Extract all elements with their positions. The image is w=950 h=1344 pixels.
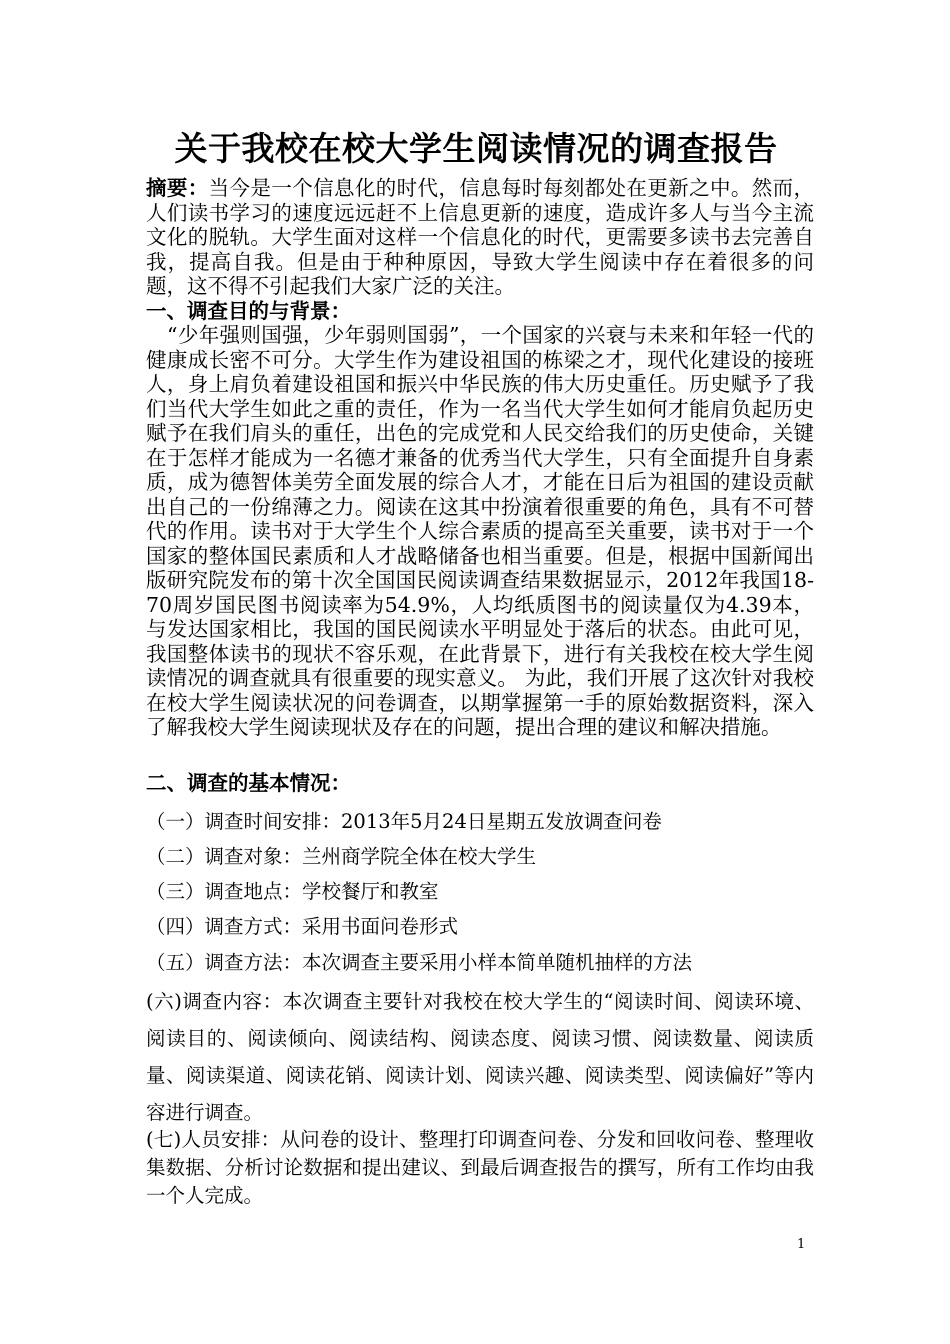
survey-item-time: （一）调查时间安排：2013年5月24日星期五发放调查问卷 — [146, 810, 662, 833]
abstract-paragraph — [146, 176, 814, 299]
section1-body: “少年强则国强，少年弱则国弱”，一个国家的兴衰与未来和年轻一代的健康成长密不可分。大学生作为建设祖国的栋梁之才，现代化建设的接班人，身上肩负着建设祖国和振兴中华民族的伟大历史重任。历史赋予了我们当代大学生如此之重的责任，作为一名当代大学生如何才能肩负起历史赋予在我们肩头的重任，出色的完成党和人民交给我们的历史使命，关键在于怎样才能成为一名德才兼备的优秀当代大学生，只有全面提升自身素质，成为德智体美劳全面发展的综合人才，才能在日后为祖国的建设贡献出自己的一份绵薄之力。阅读在这其中扮演着很重要的角色，具有不可替代的作用。读书对于大学生个人综合素质的提高至关重要，读书对于一个国家的整体国民素质和人才战略储备也相当重要。但是，根据中国新闻出版研究院发布的第十次全国国民阅读调查结果数据显示，2012年我国18-70周岁国民图书阅读率为54.9%，人均纸质图书的阅读量仅为4.39本，与发达国家相比，我国的国民阅读水平明显处于落后的状态。由此可见，我国整体读书的现状不容乐观，在此背景下，进行有关我校在校大学生阅读情况的调查就具有很重要的现实意义。 为此，我们开展了这次针对我校在校大学生阅读状况的问卷调查，以期掌握第一手的原始数据资料，深入了解我校大学生阅读现状及存在的问题，提出合理的建议和解决措施。 — [146, 323, 814, 739]
page-number: 1 — [797, 1237, 806, 1252]
report-title: 关于我校在校大学生阅读情况的调查报告 — [174, 129, 778, 168]
survey-item-method: （五）调查方法：本次调查主要采用小样本简单随机抽样的方法 — [146, 951, 693, 974]
survey-item-staffing: (七)人员安排：从问卷的设计、整理打印调查问卷、分发和回收问卷、整理收集数据、分析讨论数据和提出建议、到最后调查报告的撰写，所有工作均由我一个人完成。 — [146, 1128, 814, 1207]
abstract-text: 当今是一个信息化的时代，信息每时每刻都处在更新之中。然而，人们读书学习的速度远远赶不上信息更新的速度，造成许多人与当今主流文化的脱轨。大学生面对这样一个信息化的时代，更需要多读书去完善自我，提高自我。但是由于种种原因，导致大学生阅读中存在着很多的问题，这不得不引起我们大家广泛的关注。 — [146, 176, 815, 298]
survey-item-content: (六)调查内容：本次调查主要针对我校在校大学生的“阅读时间、阅读环境、阅读目的、阅读倾向、阅读结构、阅读态度、阅读习惯、阅读数量、阅读质量、阅读渠道、阅读花销、阅读计划、阅读兴趣、阅读类型、阅读偏好”等内容进行调查。 — [146, 990, 814, 1124]
abstract-label: 摘要： — [146, 176, 209, 200]
survey-item-target: （二）调查对象：兰州商学院全体在校大学生 — [146, 845, 537, 868]
section2-heading: 二、调查的基本情况： — [146, 771, 351, 795]
survey-item-location: （三）调查地点：学校餐厅和教室 — [146, 880, 439, 903]
survey-item-mode: （四）调查方式：采用书面问卷形式 — [146, 915, 459, 938]
section1-heading: 一、调查目的与背景： — [146, 299, 351, 323]
